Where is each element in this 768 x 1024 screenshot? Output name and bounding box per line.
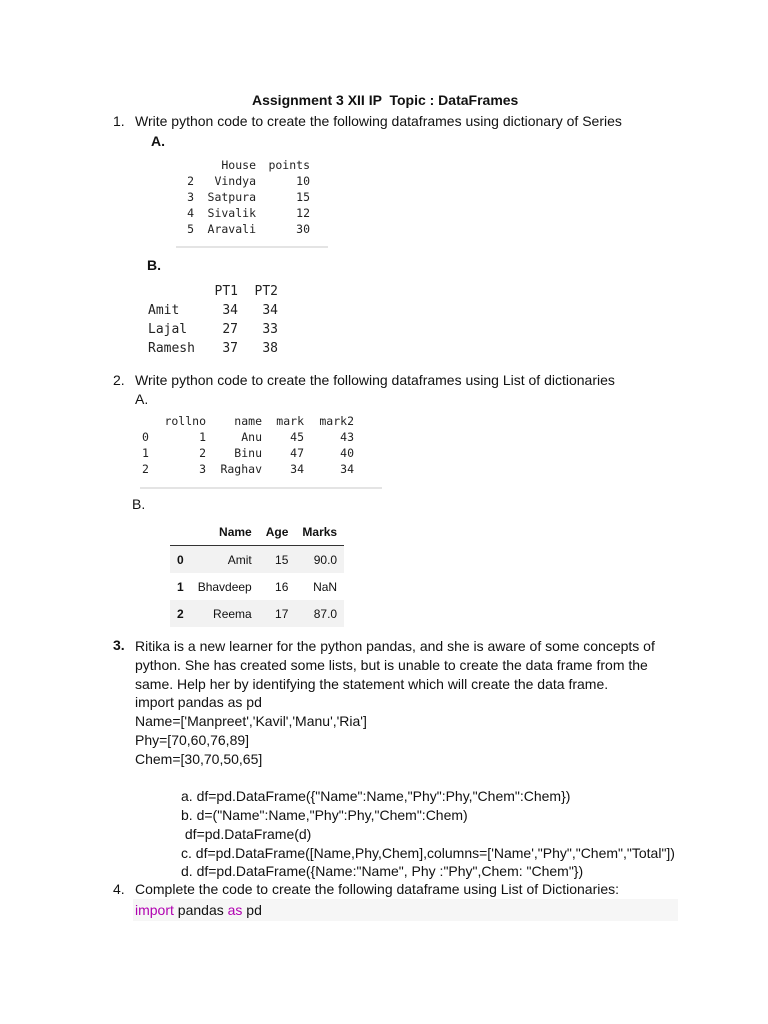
table-cell: Aravali — [207, 222, 256, 236]
table-row — [170, 546, 344, 574]
col-header: mark2 — [319, 414, 354, 428]
col-header: name — [234, 414, 262, 428]
col-header: PT1 — [214, 284, 238, 299]
code-text: pandas — [173, 902, 228, 918]
row-index: 2 — [187, 174, 194, 188]
row-index: 2 — [177, 606, 184, 621]
table-cell: 43 — [340, 430, 354, 444]
table-cell: Vindya — [214, 174, 256, 188]
table-cell: 30 — [296, 222, 310, 236]
row-index: 1 — [177, 579, 184, 594]
table-cell: 34 — [290, 462, 304, 476]
q1-b-table — [148, 284, 288, 360]
q3-code-line: Phy=[70,60,76,89] — [135, 732, 250, 748]
q3-line: same. Help her by identifying the statement which will create the data frame. — [135, 676, 609, 692]
q1-b-label: B. — [147, 257, 161, 273]
table-cell: 87.0 — [313, 606, 338, 621]
q2-a-table — [142, 414, 382, 484]
q3-option-c: c. df=pd.DataFrame([Name,Phy,Chem],columns=['Name',"Phy","Chem","Total"]) — [181, 845, 675, 861]
page-title: Assignment 3 XII IP Topic : DataFrames — [252, 92, 519, 108]
q3-number: 3. — [113, 637, 125, 653]
table-cell: Raghav — [220, 462, 262, 476]
table-cell: 27 — [222, 322, 238, 337]
q1-a-label: A. — [151, 133, 165, 149]
q2-number: 2. — [113, 372, 125, 388]
table-cell: 17 — [275, 606, 289, 621]
table-cell: 12 — [296, 206, 310, 220]
q1-number: 1. — [113, 113, 125, 129]
row-index: 0 — [177, 552, 184, 567]
corner-header — [170, 518, 191, 546]
table-cell: NaN — [313, 579, 338, 594]
col-header: rollno — [164, 414, 206, 428]
q4-number: 4. — [113, 881, 125, 897]
col-header: Name — [191, 518, 259, 546]
q2-b-table — [170, 518, 344, 627]
q3-line: Ritika is a new learner for the python pandas, and she is aware of some concepts of — [135, 638, 655, 654]
row-index: 0 — [142, 430, 149, 444]
q2-text: Write python code to create the following dataframes using List of dictionaries — [135, 372, 615, 388]
q1-text: Write python code to create the following dataframes using dictionary of Series — [135, 113, 622, 129]
code-text: pd — [242, 902, 262, 918]
keyword-as: as — [227, 902, 243, 918]
table-cell: 15 — [296, 190, 310, 204]
table-cell: 3 — [199, 462, 206, 476]
table-cell: Sivalik — [207, 206, 256, 220]
table-cell: 45 — [290, 430, 304, 444]
table-cell: Bhavdeep — [197, 579, 252, 594]
table-cell: 15 — [275, 552, 289, 567]
table-cell: 34 — [262, 303, 278, 318]
q3-option-b-cont: df=pd.DataFrame(d) — [181, 826, 312, 842]
q4-code-line — [135, 901, 262, 920]
table-cell: Amit — [227, 552, 252, 567]
table-cell: Reema — [213, 606, 252, 621]
row-index: Amit — [148, 303, 180, 318]
q3-option-d: d. df=pd.DataFrame({Name:"Name", Phy :"Phy",Chem: "Chem"}) — [181, 863, 584, 879]
row-index: 2 — [142, 462, 149, 476]
q1-a-table — [180, 158, 330, 248]
q3-code-line: Name=['Manpreet','Kavil','Manu','Ria'] — [135, 713, 367, 729]
divider — [140, 487, 382, 489]
table-cell: 16 — [275, 579, 289, 594]
q2-a-label: A. — [135, 391, 149, 407]
q3-code-line: import pandas as pd — [135, 694, 262, 710]
table-cell: 47 — [290, 446, 304, 460]
q3-option-a: a. df=pd.DataFrame({"Name":Name,"Phy":Phy,"Chem":Chem}) — [181, 788, 571, 804]
table-cell: 38 — [262, 341, 278, 356]
table-cell: 10 — [296, 174, 310, 188]
q2-b-label: B. — [132, 496, 146, 512]
col-header: House — [221, 158, 256, 172]
divider — [176, 246, 328, 248]
table-cell: 1 — [199, 430, 206, 444]
col-header: PT2 — [254, 284, 278, 299]
keyword-import: import — [135, 902, 174, 918]
table-cell: Satpura — [207, 190, 256, 204]
table-cell: 40 — [340, 446, 354, 460]
q4-text: Complete the code to create the following dataframe using List of Dictionaries: — [135, 881, 620, 897]
row-index: 3 — [187, 190, 194, 204]
col-header: Marks — [295, 518, 344, 546]
table-cell: Binu — [234, 446, 262, 460]
table-row — [170, 600, 344, 627]
col-header: mark — [276, 414, 304, 428]
q3-option-b: b. d=("Name":Name,"Phy":Phy,"Chem":Chem) — [181, 807, 468, 823]
row-index: Lajal — [148, 322, 188, 337]
table-cell: 37 — [222, 341, 238, 356]
q3-line: python. She has created some lists, but is unable to create the data frame from the — [135, 657, 648, 673]
table-cell: 33 — [262, 322, 278, 337]
table-cell: 34 — [222, 303, 238, 318]
row-index: Ramesh — [148, 341, 195, 356]
table-cell: 2 — [199, 446, 206, 460]
row-index: 1 — [142, 446, 149, 460]
table-row — [170, 573, 344, 600]
table-cell: 90.0 — [313, 552, 338, 567]
row-index: 4 — [187, 206, 194, 220]
q3-code-line: Chem=[30,70,50,65] — [135, 751, 263, 767]
row-index: 5 — [187, 222, 194, 236]
col-header: points — [268, 158, 310, 172]
table-cell: 34 — [340, 462, 354, 476]
col-header: Age — [259, 518, 296, 546]
table-cell: Anu — [241, 430, 262, 444]
